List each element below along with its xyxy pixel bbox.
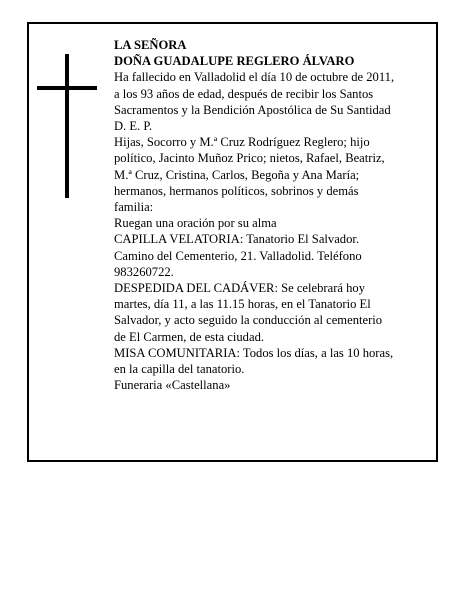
- notice-body-line: D. E. P.: [114, 119, 153, 134]
- notice-body-line: familia:: [114, 200, 154, 215]
- deceased-name: DOÑA GUADALUPE REGLERO ÁLVARO: [114, 54, 355, 69]
- notice-body-line: martes, día 11, a las 11.15 horas, en el Tanatorio El: [114, 297, 371, 312]
- notice-body-line: MISA COMUNITARIA: Todos los días, a las 10 horas,: [114, 345, 394, 360]
- notice-body-line: Camino del Cementerio, 21. Valladolid. Teléfono: [114, 248, 362, 263]
- notice-body-line: 983260722.: [114, 264, 174, 279]
- notice-body-line: CAPILLA VELATORIA: Tanatorio El Salvador.: [114, 232, 360, 247]
- notice-body-line: político, Jacinto Muñoz Prico; nietos, Rafael, Beatriz,: [114, 151, 385, 166]
- notice-body-line: Sacramentos y la Bendición Apostólica de Su Santidad: [114, 102, 391, 117]
- funeral-home-line: Funeraria «Castellana»: [114, 378, 231, 393]
- notice-body-line: a los 93 años de edad, después de recibir los Santos: [114, 86, 374, 101]
- notice-body-line: en la capilla del tanatorio.: [114, 362, 245, 377]
- notice-body-line: hermanos, hermanos políticos, sobrinos y demás: [114, 183, 359, 198]
- obituary-text: [114, 37, 430, 393]
- notice-body-line: Salvador, y acto seguido la conducción al cementerio: [114, 313, 383, 328]
- cross-horizontal-bar: [37, 86, 97, 90]
- notice-title-line: LA SEÑORA: [114, 38, 187, 52]
- notice-body-line: de El Carmen, de esta ciudad.: [114, 329, 265, 344]
- notice-body-line: Hijas, Socorro y M.ª Cruz Rodríguez Reglero; hijo: [114, 135, 370, 150]
- cross-vertical-bar: [65, 54, 69, 198]
- notice-body-line: Ruegan una oración por su alma: [114, 216, 277, 231]
- notice-body-line: M.ª Cruz, Cristina, Carlos, Begoña y Ana María;: [114, 167, 360, 182]
- notice-body-line: DESPEDIDA DEL CADÁVER: Se celebrará hoy: [114, 281, 366, 296]
- latin-cross-icon: [37, 54, 97, 198]
- notice-body-line: Ha fallecido en Valladolid el día 10 de octubre de 2011,: [114, 70, 395, 85]
